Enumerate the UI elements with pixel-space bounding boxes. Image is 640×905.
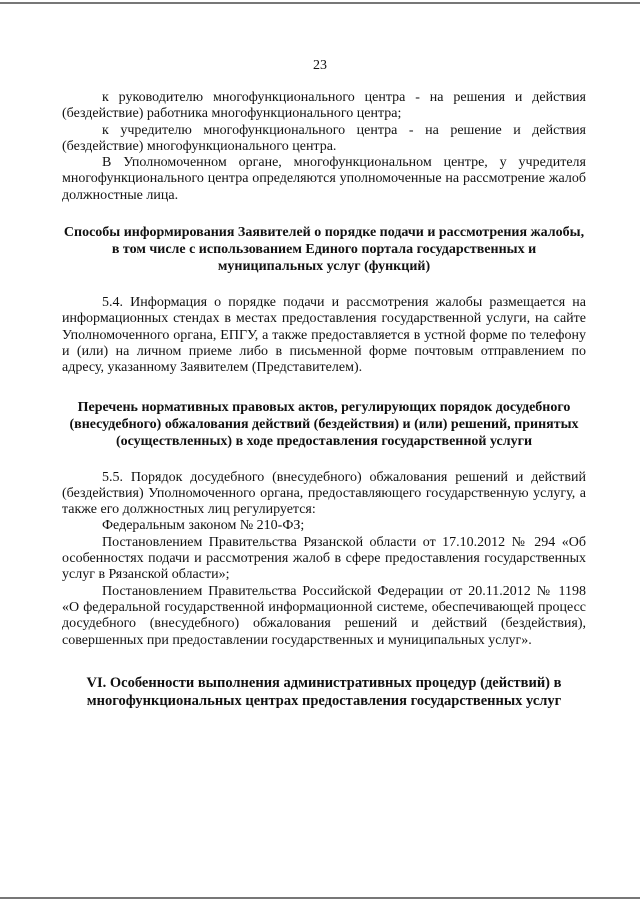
paragraph: В Уполномоченном органе, многофункциональном центре, у учредителя многофункционального центра определяются уполномоченные на рассмотрение жалоб должностные лица. xyxy=(62,155,586,203)
section-heading: Способы информирования Заявителей о порядке подачи и рассмотрения жалобы, в том числе с использованием Единого портала государственных и муниципальных услуг (функций) xyxy=(63,225,585,275)
scan-bottom-edge xyxy=(0,897,640,899)
paragraph: к руководителю многофункционального центра - на решения и действия (бездействие) работника многофункционального центра; xyxy=(62,90,586,122)
document-body xyxy=(62,90,586,710)
list-item: Постановлением Правительства Рязанской области от 17.10.2012 № 294 «Об особенностях подачи и рассмотрения жалоб в сфере предоставления государственных услуг в Рязанской области»; xyxy=(62,534,586,583)
page-number: 23 xyxy=(313,58,327,73)
paragraph-5-4: 5.4. Информация о порядке подачи и рассмотрения жалобы размещается на информационных стендах в местах предоставления государственной услуги, на сайте Уполномоченного органа, ЕПГУ, а также предоставляется в устной форме по телефону и (или) на личном приеме либо в письменной форме почтовым отправлением по адресу, указанному Заявителем (Представителем). xyxy=(62,295,586,376)
paragraph: к учредителю многофункционального центра - на решение и действия (бездействие) многофункционального центра. xyxy=(62,122,586,154)
chapter-heading: VI. Особенности выполнения административных процедур (действий) в многофункциональных центрах предоставления государственных услуг xyxy=(86,674,562,709)
section-heading: Перечень нормативных правовых актов, регулирующих порядок досудебного (внесудебного) обжалования действий (бездействия) и (или) решений, принятых (осуществленных) в ходе предоставления государственной услуги xyxy=(69,399,579,449)
paragraph-5-5: 5.5. Порядок досудебного (внесудебного) обжалования решений и действий (бездействия) Уполномоченного органа, предоставляющего государственную услугу, а также его должностных лиц регулируется: xyxy=(62,469,586,518)
list-item: Федеральным законом № 210-ФЗ; xyxy=(102,518,305,534)
list-item: Постановлением Правительства Российской Федерации от 20.11.2012 № 1198 «О федеральной государственной информационной системе, обеспечивающей процесс досудебного (внесудебного) обжалования решений и действий (бездействия), совершенных при предоставлении государственных и муниципальных услуг». xyxy=(62,583,586,648)
scan-top-edge xyxy=(0,2,640,4)
